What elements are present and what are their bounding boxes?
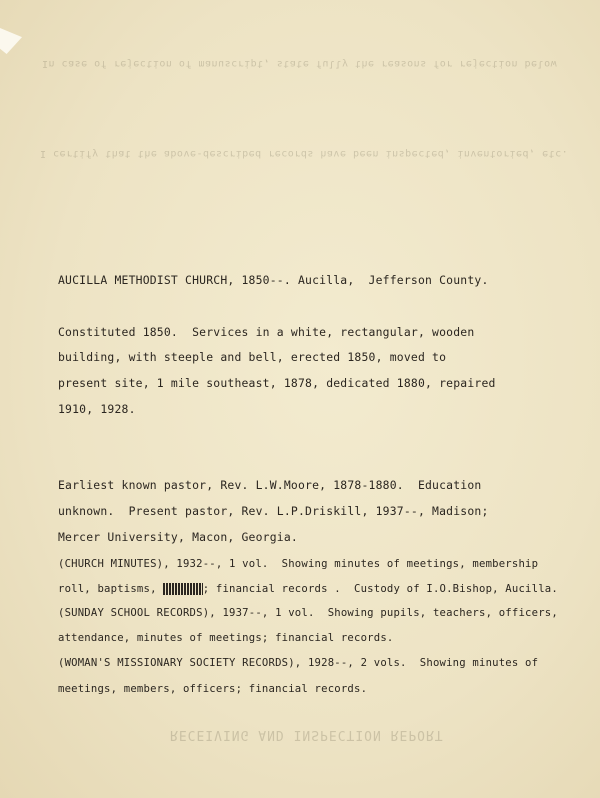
bleed-through-text-middle: I certify that the above-described records have been inspected, inventoried, etc. xyxy=(40,148,569,159)
church-minutes-line-2-start: roll, baptisms, xyxy=(58,583,164,595)
church-heading: AUCILLA METHODIST CHURCH, 1850--. Aucilla, Jefferson County. xyxy=(58,273,489,287)
struck-out-text xyxy=(163,583,202,595)
history-line-2: building, with steeple and bell, erected 1850, moved to xyxy=(58,350,447,364)
pastor-line-1: Earliest known pastor, Rev. L.W.Moore, 1878-1880. Education xyxy=(58,478,482,492)
missionary-society-line-2: meetings, members, officers; financial records. xyxy=(58,683,368,695)
sunday-school-line-2: attendance, minutes of meetings; financial records. xyxy=(58,632,394,644)
church-minutes-line-2 xyxy=(58,583,588,595)
history-line-3: present site, 1 mile southeast, 1878, dedicated 1880, repaired xyxy=(58,376,496,390)
bleed-through-text-bottom: RECEIVING AND INSPECTION REPORT xyxy=(170,727,444,742)
torn-corner xyxy=(0,28,22,54)
sunday-school-line-1: (SUNDAY SCHOOL RECORDS), 1937--, 1 vol. Showing pupils, teachers, officers, xyxy=(58,607,558,619)
pastor-line-2: unknown. Present pastor, Rev. L.P.Driskill, 1937--, Madison; xyxy=(58,504,489,518)
bleed-through-text-top: In case of rejection of manuscript, state fully the reasons for rejection below xyxy=(42,58,558,69)
history-line-4: 1910, 1928. xyxy=(58,402,136,416)
church-minutes-line-2-end: ; financial records . Custody of I.O.Bishop, Aucilla. xyxy=(202,583,558,595)
church-minutes-line-1: (CHURCH MINUTES), 1932--, 1 vol. Showing minutes of meetings, membership xyxy=(58,558,539,570)
missionary-society-line-1: (WOMAN'S MISSIONARY SOCIETY RECORDS), 1928--, 2 vols. Showing minutes of xyxy=(58,657,539,669)
history-line-1: Constituted 1850. Services in a white, rectangular, wooden xyxy=(58,325,475,339)
pastor-line-3: Mercer University, Macon, Georgia. xyxy=(58,530,298,544)
